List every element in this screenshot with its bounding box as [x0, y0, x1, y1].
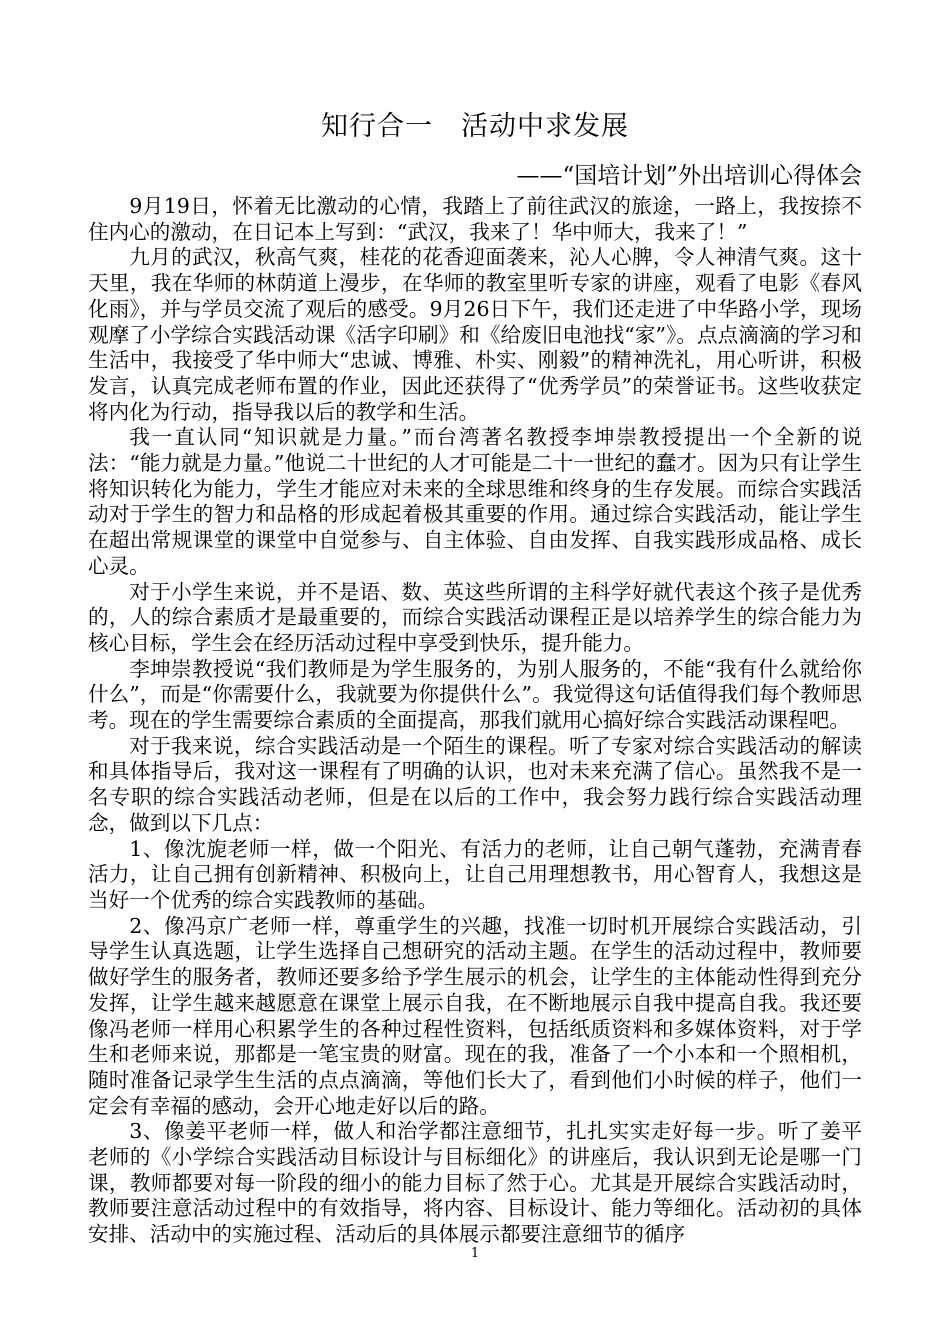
paragraph: 9月19日，怀着无比激动的心情，我踏上了前往武汉的旅途，一路上，我按捺不住内心的激动，在日记本上写到：“武汉，我来了！华中师大，我来了！” [88, 194, 862, 244]
paragraph: 3、像姜平老师一样，做人和治学都注意细节，扎扎实实走好每一步。听了姜平老师的《小学综合实践活动目标设计与目标细化》的讲座后，我认识到无论是哪一门课，教师都要对每一阶段的细小的能力目标了然于心。尤其是开展综合实践活动时，教师要注意活动过程中的有效指导，将内容、目标设计、能力等细化。活动初的具体安排、活动中的实施过程、活动后的具体展示都要注意细节的循序 [88, 1119, 862, 1247]
paragraph: 我一直认同“知识就是力量。”而台湾著名教授李坤崇教授提出一个全新的说法：“能力就是力量。”他说二十世纪的人才可能是二十一世纪的蠢才。因为只有让学生将知识转化为能力，学生才能应对未来的全球思维和终身的生存发展。而综合实践活动对于学生的智力和品格的形成起着极其重要的作用。通过综合实践活动，能让学生在超出常规课堂的课堂中自觉参与、自主体验、自由发挥、自我实践形成品格、成长心灵。 [88, 425, 862, 578]
paragraph: 1、像沈旎老师一样，做一个阳光、有活力的老师，让自己朝气蓬勃，充满青春活力，让自己拥有创新精神、积极向上，让自己用理想教书，用心智育人，我想这是当好一个优秀的综合实践教师的基础。 [88, 836, 862, 912]
page-number: 1 [470, 1246, 480, 1261]
document-subtitle: ——“国培计划”外出培训心得体会 [516, 163, 862, 189]
paragraph: 九月的武汉，秋高气爽，桂花的花香迎面袭来，沁人心脾，令人神清气爽。这十天里，我在华师的林荫道上漫步，在华师的教室里听专家的讲座，观看了电影《春风化雨》，并与学员交流了观后的感受。9月26日下午，我们还走进了中华路小学，现场观摩了小学综合实践活动课《活字印刷》和《给废旧电池找“家”》。点点滴滴的学习和生活中，我接受了华中师大“忠诚、博雅、朴实、刚毅”的精神洗礼，用心听讲，积极发言，认真完成老师布置的作业，因此还获得了“优秀学员”的荣誉证书。这些收获定将内化为行动，指导我以后的教学和生活。 [88, 245, 862, 424]
document-body [88, 194, 862, 1248]
document-title: 知行合一 活动中求发展 [321, 111, 629, 142]
paragraph: 对于小学生来说，并不是语、数、英这些所谓的主科学好就代表这个孩子是优秀的，人的综合素质才是最重要的，而综合实践活动课程正是以培养学生的综合能力为核心目标，学生会在经历活动过程中享受到快乐，提升能力。 [88, 579, 862, 655]
paragraph: 李坤崇教授说“我们教师是为学生服务的，为别人服务的，不能“我有什么就给你什么”，而是“你需要什么，我就要为你提供什么”。我觉得这句话值得我们每个教师思考。现在的学生需要综合素质的全面提高，那我们就用心搞好综合实践活动课程吧。 [88, 656, 862, 733]
paragraph: 对于我来说，综合实践活动是一个陌生的课程。听了专家对综合实践活动的解读和具体指导后，我对这一课程有了明确的认识，也对未来充满了信心。虽然我不是一名专职的综合实践活动老师，但是在以后的工作中，我会努力践行综合实践活动理念，做到以下几点： [88, 733, 862, 835]
paragraph: 2、像冯京广老师一样，尊重学生的兴趣，找准一切时机开展综合实践活动，引导学生认真选题，让学生选择自己想研究的活动主题。在学生的活动过程中，教师要做好学生的服务者，教师还要多给予学生展示的机会，让学生的主体能动性得到充分发挥，让学生越来越愿意在课堂上展示自我，在不断地展示自我中提高自我。我还要像冯老师一样用心积累学生的各种过程性资料，包括纸质资料和多媒体资料，对于学生和老师来说，那都是一笔宝贵的财富。现在的我，准备了一个小本和一个照相机，随时准备记录学生生活的点点滴滴，等他们长大了，看到他们小时候的样子，他们一定会有幸福的感动，会开心地走好以后的路。 [88, 913, 862, 1118]
